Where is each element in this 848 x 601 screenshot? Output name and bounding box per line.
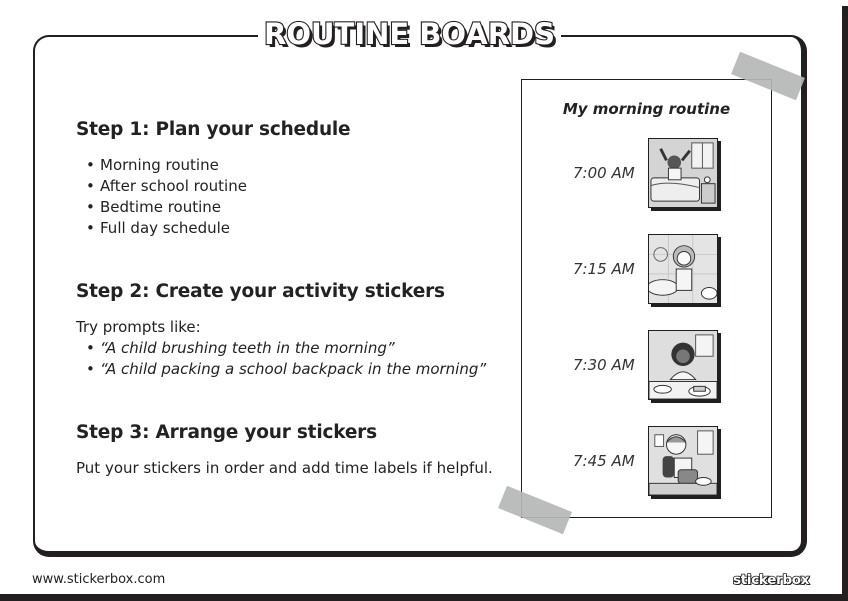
backpack-icon: [649, 427, 717, 495]
list-item: • “A child packing a school backpack in the morning”: [86, 360, 487, 378]
website-url: www.stickerbox.com: [32, 572, 166, 587]
step-2-prompt-list: [86, 338, 486, 380]
bullet-icon: •: [86, 156, 95, 174]
list-item: • Bedtime routine: [86, 198, 222, 216]
bed-scene-icon: [649, 139, 717, 207]
brand-logo: stickerbox: [733, 572, 810, 588]
time-label: 7:15 AM: [573, 260, 635, 278]
page-edge-bottom: [0, 594, 848, 601]
brushing-teeth-icon: [649, 235, 717, 303]
bullet-icon: •: [86, 360, 95, 378]
routine-row: [522, 426, 771, 500]
list-item: • Morning routine: [86, 156, 219, 174]
sticker-waking-up: [648, 138, 718, 208]
routine-board: [521, 79, 772, 518]
sticker-eating-breakfast: [648, 330, 718, 400]
time-label: 7:30 AM: [573, 356, 635, 374]
page-title: ROUTINE BOARDS: [264, 16, 555, 51]
routine-row: [522, 234, 771, 308]
step-3-heading: Step 3: Arrange your stickers: [76, 422, 377, 443]
step-1-list: [86, 155, 247, 239]
sticker-brushing-teeth: [648, 234, 718, 304]
step-2-intro: Try prompts like:: [76, 318, 201, 336]
time-label: 7:45 AM: [573, 452, 635, 470]
time-label: 7:00 AM: [573, 164, 635, 182]
list-item: • “A child brushing teeth in the morning”: [86, 339, 395, 357]
bullet-icon: •: [86, 177, 95, 195]
sticker-packing-backpack: [648, 426, 718, 496]
title-banner: [258, 14, 561, 54]
step-1-heading: Step 1: Plan your schedule: [76, 119, 351, 140]
routine-row: [522, 330, 771, 404]
bullet-icon: •: [86, 198, 95, 216]
breakfast-icon: [649, 331, 717, 399]
routine-row: [522, 138, 771, 212]
board-title: My morning routine: [562, 100, 731, 118]
bullet-icon: •: [86, 219, 95, 237]
page-edge-right: [842, 6, 848, 601]
list-item: • After school routine: [86, 177, 247, 195]
step-2-heading: Step 2: Create your activity stickers: [76, 281, 445, 302]
step-3-text: Put your stickers in order and add time labels if helpful.: [76, 459, 493, 477]
bullet-icon: •: [86, 339, 95, 357]
list-item: • Full day schedule: [86, 219, 230, 237]
